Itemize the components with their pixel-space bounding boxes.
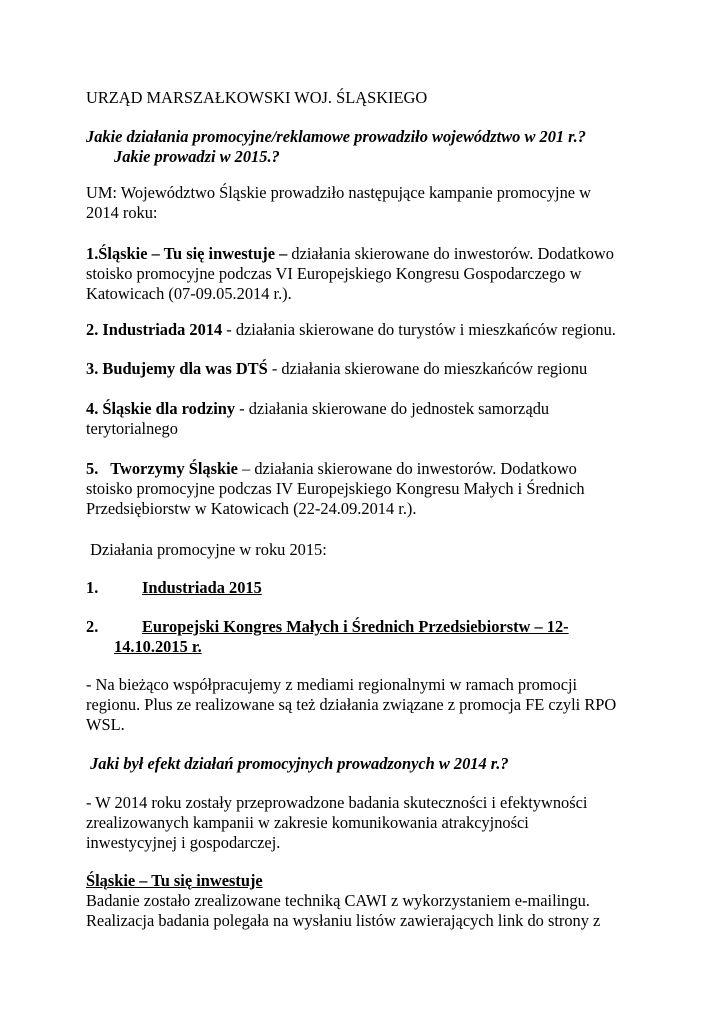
campaign-5 xyxy=(86,459,646,519)
campaign-1-line-2: stoisko promocyjne podczas VI Europejskiego Kongresu Gospodarczego w xyxy=(86,264,582,283)
question-1-line-1: Jakie działania promocyjne/reklamowe prowadziło województwo w 201 r.? xyxy=(86,127,586,146)
effect-answer xyxy=(86,793,646,853)
media-note xyxy=(86,675,646,735)
actions-2015-item-1-number: 1. xyxy=(86,578,99,597)
campaign-4-line-1: - działania skierowane do jednostek samorządu xyxy=(235,399,550,418)
effect-answer-line-3: inwestycyjnej i gospodarczej. xyxy=(86,833,281,852)
campaign-1-line-1: działania skierowane do inwestorów. Dodatkowo xyxy=(287,244,614,263)
effect-answer-line-2: zrealizowanych kampanii w zakresie komunikowania atrakcyjności xyxy=(86,813,529,832)
campaign-3 xyxy=(86,359,646,379)
section-tu-sie-inwestuje xyxy=(86,871,646,931)
answer-intro-line-1: UM: Województwo Śląskie prowadziło następujące kampanie promocyjne w xyxy=(86,183,591,202)
actions-2015-item-2-number: 2. xyxy=(86,617,99,636)
media-note-line-2: regionu. Plus ze realizowane są też działania związane z promocja FE czyli RPO xyxy=(86,695,617,714)
campaign-5-line-1: – działania skierowane do inwestorów. Dodatkowo xyxy=(237,459,577,478)
campaign-4-title: 4. Śląskie dla rodziny xyxy=(86,399,236,418)
question-1-line-2: Jakie prowadzi w 2015.? xyxy=(114,147,280,166)
actions-2015-item-1-text: Industriada 2015 xyxy=(142,578,262,597)
effect-answer-line-1: - W 2014 roku zostały przeprowadzone badania skuteczności i efektywności xyxy=(86,793,588,812)
actions-2015-item-2-line-2: 14.10.2015 r. xyxy=(114,637,202,656)
campaign-1-title: 1.Śląskie – Tu się inwestuje – xyxy=(86,244,288,263)
campaign-1 xyxy=(86,244,646,304)
section-line-2: Realizacja badania polegała na wysłaniu listów zawierających link do strony z xyxy=(86,911,601,930)
campaign-2-title: 2. Industriada 2014 xyxy=(86,320,223,339)
actions-2015-item-2 xyxy=(86,617,646,657)
section-heading: Śląskie – Tu się inwestuje xyxy=(86,871,263,890)
campaign-5-title: Tworzymy Śląskie xyxy=(98,459,238,478)
question-2: Jaki był efekt działań promocyjnych prowadzonych w 2014 r.? xyxy=(86,754,509,773)
campaign-4 xyxy=(86,399,646,439)
campaign-3-title: 3. Budujemy dla was DTŚ xyxy=(86,359,268,378)
campaign-5-number: 5. xyxy=(86,459,99,478)
campaign-2 xyxy=(86,320,646,340)
answer-intro xyxy=(86,183,646,223)
section-line-1: Badanie zostało zrealizowane techniką CAWI z wykorzystaniem e-mailingu. xyxy=(86,891,590,910)
actions-2015-item-1 xyxy=(86,578,646,598)
campaign-3-line-1: - działania skierowane do mieszkańców regionu xyxy=(267,359,588,378)
media-note-line-3: WSL. xyxy=(86,715,125,734)
question-1 xyxy=(86,127,646,167)
document-header: URZĄD MARSZAŁKOWSKI WOJ. ŚLĄSKIEGO xyxy=(86,88,428,107)
campaign-4-line-2: terytorialnego xyxy=(86,419,178,438)
actions-2015-heading: Działania promocyjne w roku 2015: xyxy=(86,540,327,559)
campaign-5-line-3: Przedsiębiorstw w Katowicach (22-24.09.2014 r.). xyxy=(86,499,417,518)
campaign-2-line-1: - działania skierowane do turystów i mieszkańców regionu. xyxy=(222,320,616,339)
answer-intro-line-2: 2014 roku: xyxy=(86,203,158,222)
campaign-5-line-2: stoisko promocyjne podczas IV Europejskiego Kongresu Małych i Średnich xyxy=(86,479,585,498)
actions-2015-item-2-line-1: Europejski Kongres Małych i Średnich Przedsiebiorstw – 12- xyxy=(142,617,569,636)
media-note-line-1: - Na bieżąco współpracujemy z mediami regionalnymi w ramach promocji xyxy=(86,675,578,694)
campaign-1-line-3: Katowicach (07-09.05.2014 r.). xyxy=(86,284,292,303)
